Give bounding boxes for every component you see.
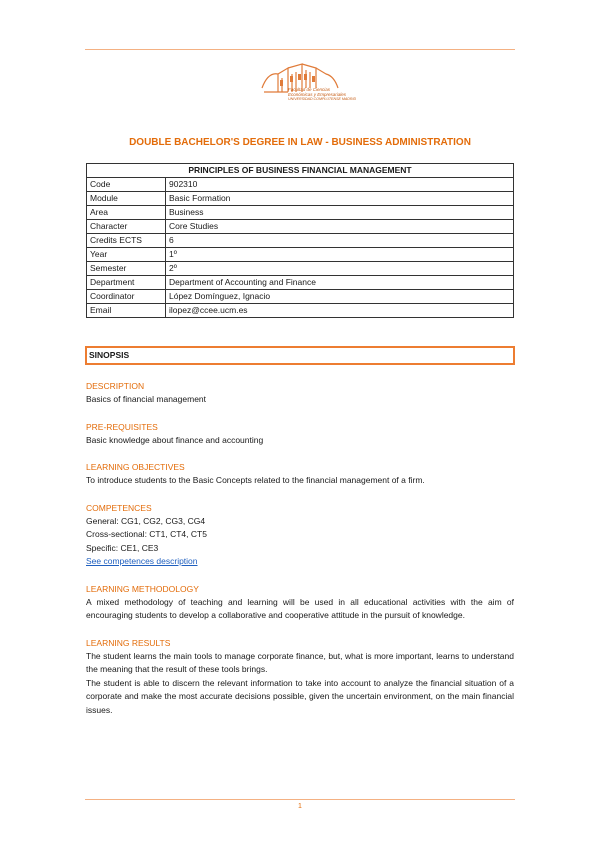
table-row xyxy=(87,178,514,192)
course-info-table xyxy=(86,163,514,318)
results-paragraph-1: The student learns the main tools to manage corporate finance, but, what is more important, learns to understand the meaning that the result of these tools brings. xyxy=(86,650,514,674)
row-value: 902310 xyxy=(166,178,514,192)
synopsis-content xyxy=(86,380,514,717)
table-header-row xyxy=(87,164,514,178)
row-value: Core Studies xyxy=(166,220,514,234)
competences-description-link[interactable]: See competences description xyxy=(86,556,198,566)
table-row xyxy=(87,290,514,304)
table-row xyxy=(87,304,514,318)
row-key: Code xyxy=(87,178,166,192)
synopsis-heading: SINOPSIS xyxy=(85,346,515,365)
row-key: Character xyxy=(87,220,166,234)
page-number: 1 xyxy=(298,803,302,810)
table-row xyxy=(87,192,514,206)
prerequisites-heading: PRE-REQUISITES xyxy=(86,421,158,432)
results-heading: LEARNING RESULTS xyxy=(86,637,171,648)
footer-rule xyxy=(85,799,515,800)
table-row xyxy=(87,276,514,290)
row-value: Business xyxy=(166,206,514,220)
row-value: Basic Formation xyxy=(166,192,514,206)
description-text: Basics of financial management xyxy=(86,394,207,404)
logo-line-2: Económicas y Empresariales xyxy=(288,92,347,97)
row-key: Department xyxy=(87,276,166,290)
competences-heading: COMPETENCES xyxy=(86,502,152,513)
row-key: Coordinator xyxy=(87,290,166,304)
objectives-heading: LEARNING OBJECTIVES xyxy=(86,462,185,472)
table-row xyxy=(87,262,514,276)
competences-cross: Cross-sectional: CT1, CT4, CT5 xyxy=(86,529,207,539)
row-key: Area xyxy=(87,206,166,220)
methodology-text: A mixed methodology of teaching and learning will be used in all educational activities with the aim of encouraging students to develop a collaborative and cooperative attitude in the pursuit of knowledge. xyxy=(86,596,514,620)
row-value: 1º xyxy=(166,248,514,262)
prerequisites-text: Basic knowledge about finance and accounting xyxy=(86,434,264,445)
header-rule xyxy=(85,49,515,50)
competences-general: General: CG1, CG2, CG3, CG4 xyxy=(86,515,206,526)
row-key: Semester xyxy=(87,262,166,276)
row-value: 6 xyxy=(166,234,514,248)
logo-line-3: UNIVERSIDAD COMPLUTENSE MADRID xyxy=(288,97,357,101)
table-row xyxy=(87,248,514,262)
row-key: Email xyxy=(87,304,166,318)
table-row xyxy=(87,234,514,248)
faculty-logo-text xyxy=(288,87,357,102)
competences-specific: Specific: CE1, CE3 xyxy=(86,542,159,553)
row-key: Credits ECTS xyxy=(87,234,166,248)
objectives-text: To introduce students to the Basic Concepts related to the financial management of a firm. xyxy=(86,475,425,485)
row-key: Module xyxy=(87,192,166,206)
faculty-logo-icon xyxy=(258,58,342,110)
row-key: Year xyxy=(87,248,166,262)
methodology-heading: LEARNING METHODOLOGY xyxy=(86,583,199,594)
row-value: 2º xyxy=(166,262,514,276)
course-title: PRINCIPLES OF BUSINESS FINANCIAL MANAGEMENT xyxy=(87,164,514,178)
table-row xyxy=(87,206,514,220)
results-paragraph-2: The student is able to discern the relevant information to take into account to analyze the financial situation of a corporate and make the most accurate decisions possible, given the uncertain environment, on the main financial issues. xyxy=(86,677,514,715)
row-value: Department of Accounting and Finance xyxy=(166,276,514,290)
degree-title: DOUBLE BACHELOR'S DEGREE IN LAW - BUSINESS ADMINISTRATION xyxy=(129,137,471,148)
coordinator-email[interactable]: ilopez@ccee.ucm.es xyxy=(166,304,514,318)
table-row xyxy=(87,220,514,234)
logo-line-1: Facultad de Ciencias xyxy=(288,87,331,92)
row-value: López Domínguez, Ignacio xyxy=(166,290,514,304)
description-heading: DESCRIPTION xyxy=(86,381,145,391)
